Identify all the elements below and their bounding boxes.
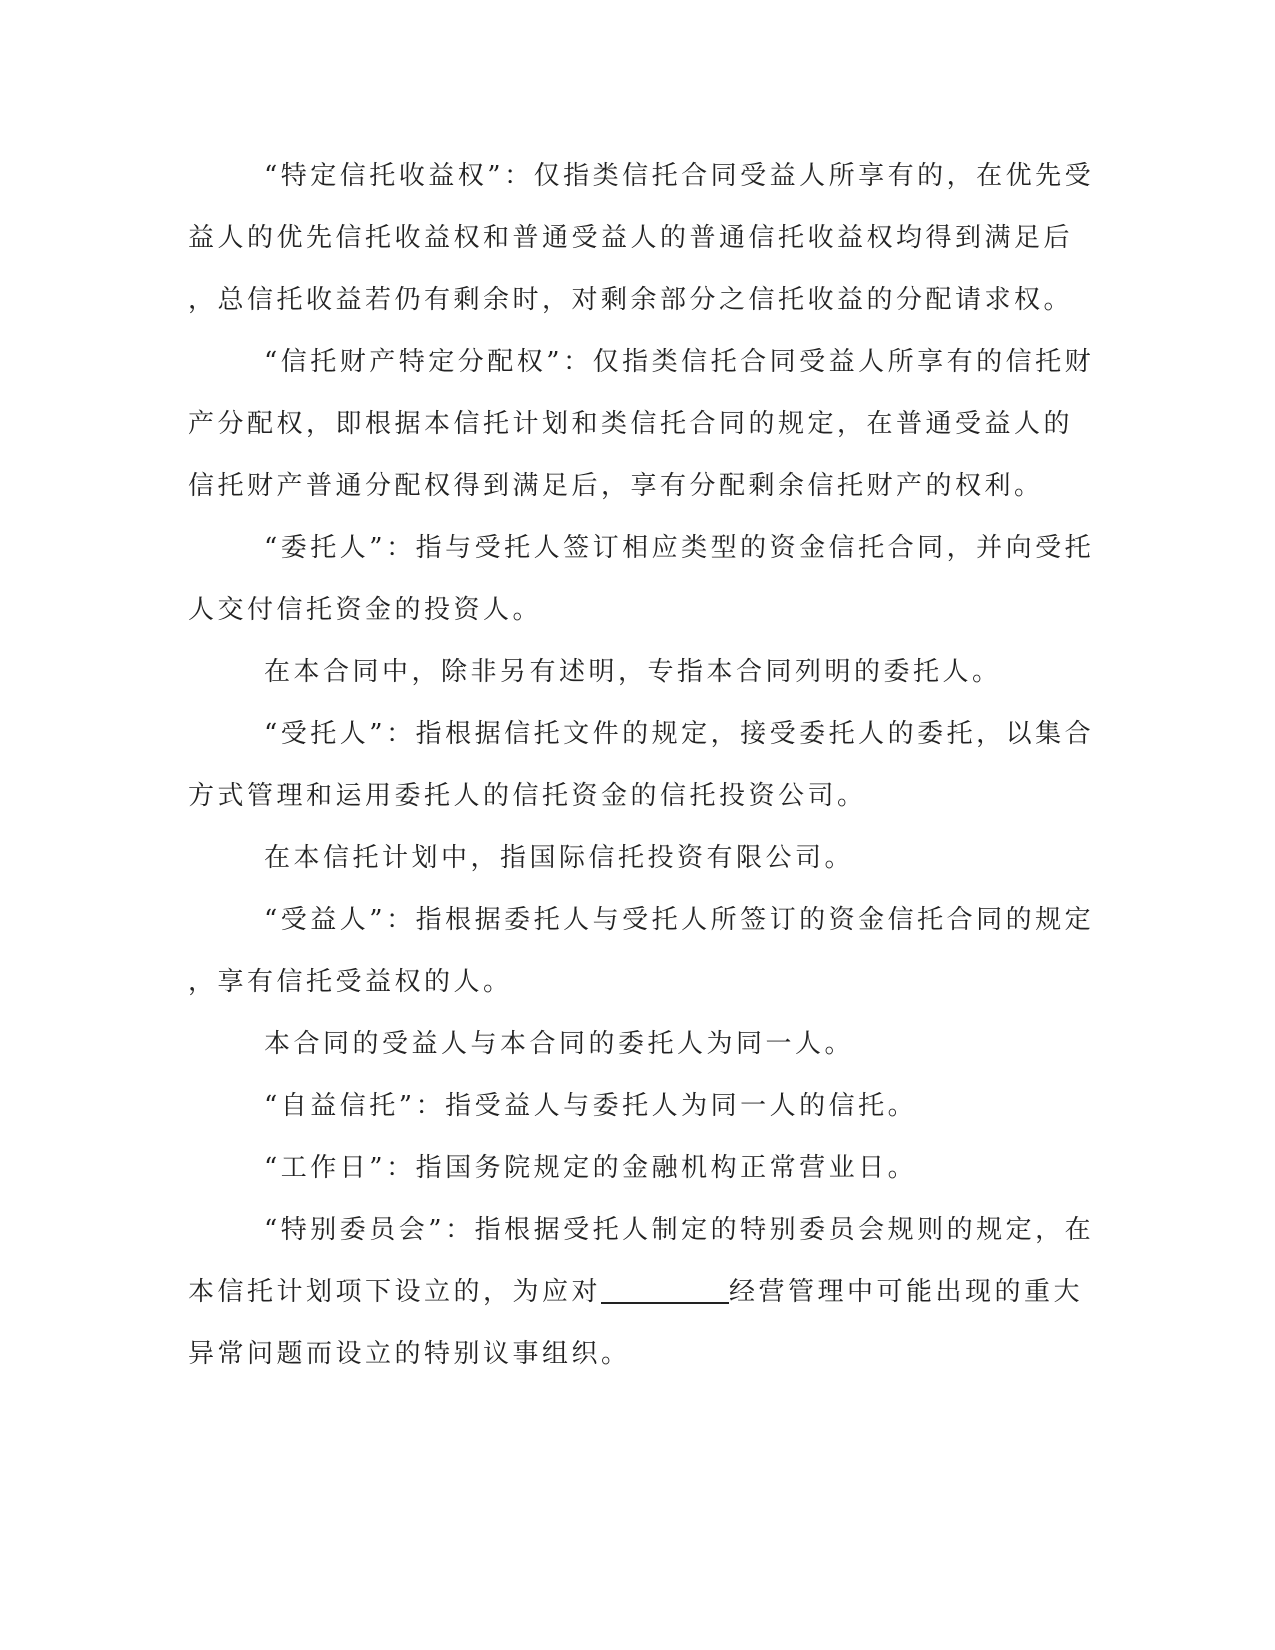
text-line: 信托财产普通分配权得到满足后，享有分配剩余信托财产的权利。 bbox=[188, 471, 1044, 501]
paragraph-trust-property-specific-distribution bbox=[188, 342, 1095, 506]
text-line: 人交付信托资金的投资人。 bbox=[188, 595, 543, 625]
text-line: ，总信托收益若仍有剩余时，对剩余部分之信托收益的分配请求权。 bbox=[188, 285, 1074, 315]
text-line: 在本信托计划中，指国际信托投资有限公司。 bbox=[264, 843, 855, 873]
paragraph-working-day bbox=[188, 1148, 1068, 1188]
document-body bbox=[188, 156, 1095, 1374]
paragraph-settlor-note bbox=[188, 652, 1068, 692]
text-line: “工作日”：指国务院规定的金融机构正常营业日。 bbox=[264, 1153, 918, 1183]
text-line: 异常问题而设立的特别议事组织。 bbox=[188, 1339, 631, 1369]
text-line: “委托人”：指与受托人签订相应类型的资金信托合同，并向受托 bbox=[264, 533, 1095, 563]
paragraph-beneficiary bbox=[188, 900, 1095, 1002]
text-line: ，享有信托受益权的人。 bbox=[188, 967, 513, 997]
text-line: 方式管理和运用委托人的信托资金的信托投资公司。 bbox=[188, 781, 867, 811]
text-line: 产分配权，即根据本信托计划和类信托合同的规定，在普通受益人的 bbox=[188, 409, 1074, 439]
text-segment: 经营管理中可能出现的重大 bbox=[729, 1277, 1084, 1307]
text-line: “特别委员会”：指根据受托人制定的特别委员会规则的规定，在 bbox=[264, 1215, 1095, 1245]
text-line: 在本合同中，除非另有述明，专指本合同列明的委托人。 bbox=[264, 657, 1002, 687]
paragraph-special-committee bbox=[188, 1210, 1095, 1374]
text-line: “特定信托收益权”：仅指类信托合同受益人所享有的，在优先受 bbox=[264, 161, 1095, 191]
paragraph-self-benefit-trust bbox=[188, 1086, 1068, 1126]
fill-in-blank bbox=[601, 1276, 729, 1304]
paragraph-specific-trust-income-right bbox=[188, 156, 1095, 320]
paragraph-beneficiary-note bbox=[188, 1024, 1068, 1064]
text-line: 益人的优先信托收益权和普通受益人的普通信托收益权均得到满足后 bbox=[188, 223, 1074, 253]
text-line-with-blank bbox=[188, 1272, 1084, 1312]
text-line: “受益人”：指根据委托人与受托人所签订的资金信托合同的规定 bbox=[264, 905, 1095, 935]
text-segment: 本信托计划项下设立的，为应对 bbox=[188, 1277, 602, 1307]
paragraph-settlor bbox=[188, 528, 1095, 630]
paragraph-trustee bbox=[188, 714, 1095, 816]
text-line: “自益信托”：指受益人与委托人为同一人的信托。 bbox=[264, 1091, 918, 1121]
text-line: “信托财产特定分配权”：仅指类信托合同受益人所享有的信托财 bbox=[264, 347, 1095, 377]
text-line: 本合同的受益人与本合同的委托人为同一人。 bbox=[264, 1029, 855, 1059]
paragraph-trustee-note bbox=[188, 838, 1068, 878]
text-line: “受托人”：指根据信托文件的规定，接受委托人的委托，以集合 bbox=[264, 719, 1095, 749]
